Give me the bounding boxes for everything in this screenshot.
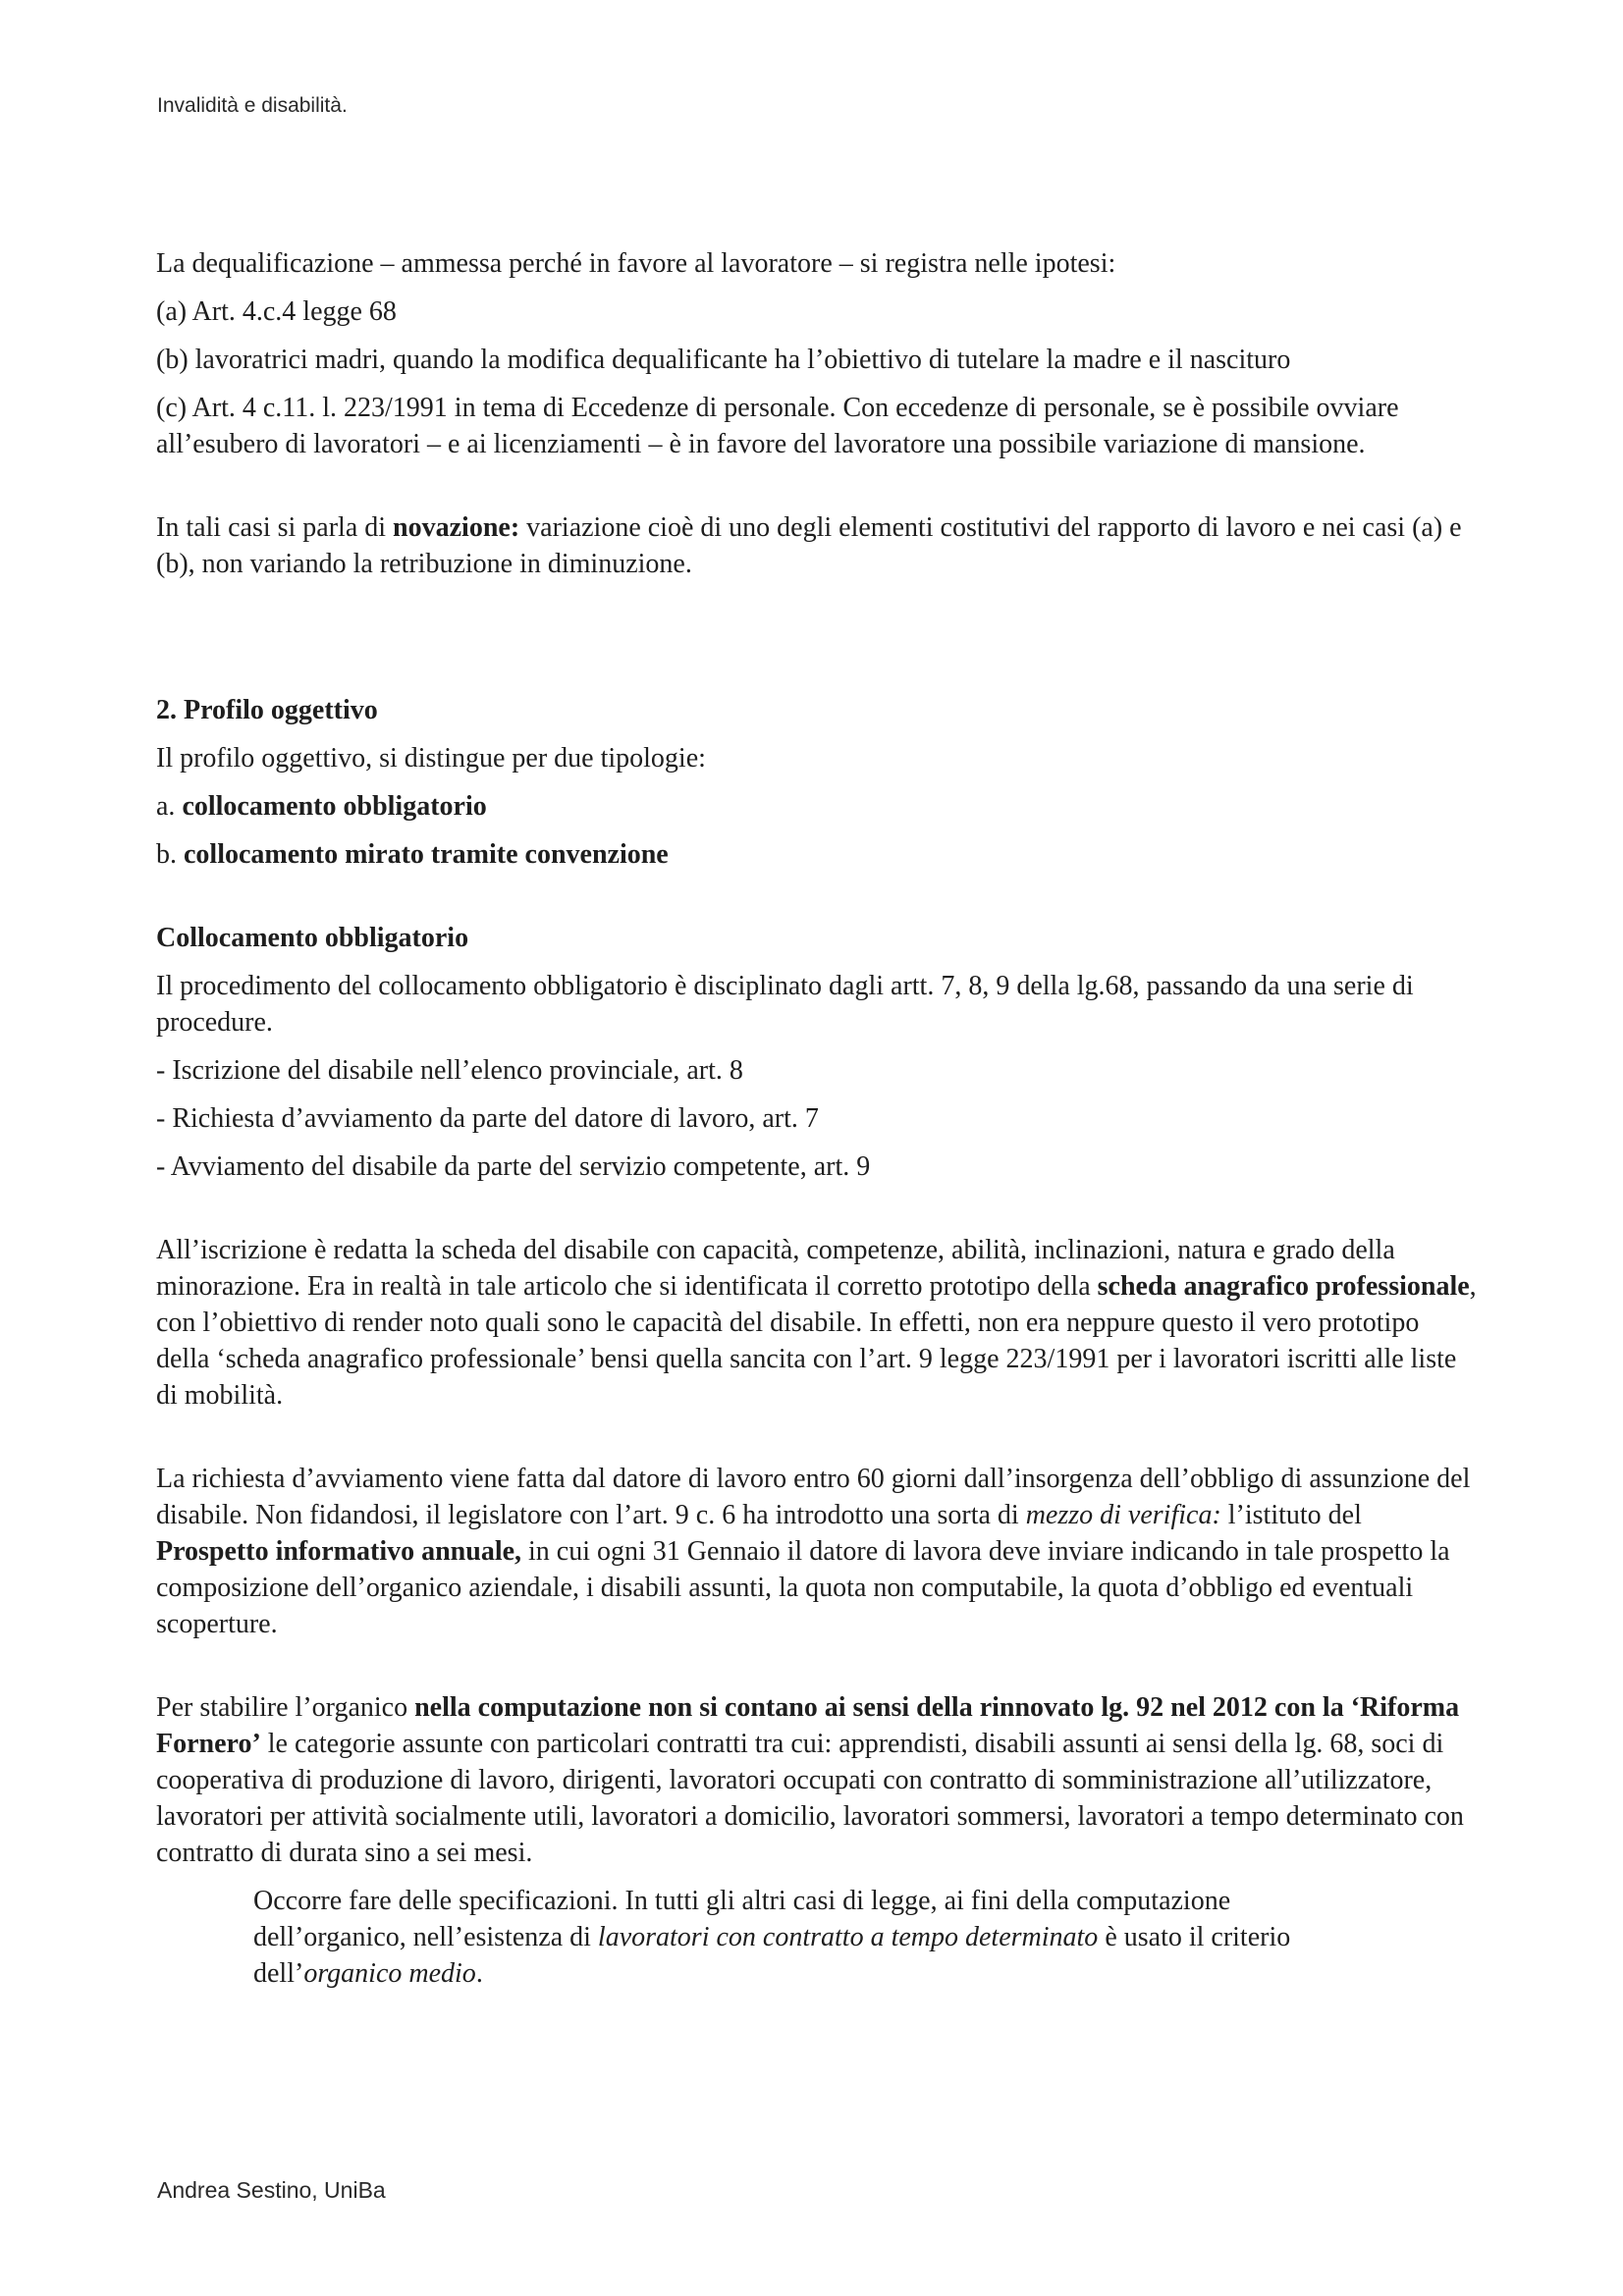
bold-term: novazione: xyxy=(393,512,520,543)
subsection-heading: Collocamento obbligatorio xyxy=(156,923,469,953)
paragraph: Il procedimento del collocamento obbligatorio è disciplinato dagli artt. 7, 8, 9 della lg.68, passando da una serie di procedure. xyxy=(156,971,1414,1038)
list-item: - Avviamento del disabile da parte del servizio competente, art. 9 xyxy=(156,1151,871,1182)
list-item: (c) Art. 4 c.11. l. 223/1991 in tema di Eccedenze di personale. Con eccedenze di personale, se è possibile ovviare all’esubero di lavoratori – e ai licenziamenti – è in favore del lavoratore una possibile variazione di mansione. xyxy=(156,393,1399,459)
bold-term: nella computazione non si contano ai sensi della rinnovato lg. 92 nel 2012 con la ‘Riforma Fornero’ xyxy=(156,1692,1460,1759)
list-item: - Iscrizione del disabile nell’elenco provinciale, art. 8 xyxy=(156,1055,743,1086)
list-item: a. collocamento obbligatorio xyxy=(156,791,487,822)
list-item: b. collocamento mirato tramite convenzione xyxy=(156,839,669,870)
list-item: - Richiesta d’avviamento da parte del datore di lavoro, art. 7 xyxy=(156,1103,819,1134)
paragraph-organico: Per stabilire l’organico nella computazione non si contano ai sensi della rinnovato lg. 92 nel 2012 con la ‘Riforma Fornero’ le categorie assunte con particolari contratti tra cui: apprendisti, disabili assunti ai sensi della lg. 68, soci di cooperativa di produzione di lavoro, dirigenti, lavoratori occupati con contratto di somministrazione all’utilizzatore, lavoratori per attività socialmente utili, lavoratori a domicilio, lavoratori sommersi, lavoratori a tempo determinato con contratto di durata sino a sei mesi. xyxy=(156,1692,1464,1868)
section-heading: 2. Profilo oggettivo xyxy=(156,695,378,725)
indented-paragraph: Occorre fare delle specificazioni. In tutti gli altri casi di legge, ai fini della computazione dell’organico, nell’esistenza di lavoratori con contratto a tempo determinato è usato il criterio dell’organico medio. xyxy=(253,1886,1291,1989)
paragraph: La dequalificazione – ammessa perché in favore al lavoratore – si registra nelle ipotesi: xyxy=(156,248,1116,279)
list-item: (b) lavoratrici madri, quando la modifica dequalificante ha l’obiettivo di tutelare la madre e il nascituro xyxy=(156,345,1291,375)
bold-term: Prospetto informativo annuale, xyxy=(156,1536,522,1567)
italic-term: organico medio xyxy=(303,1958,476,1989)
bold-term: scheda anagrafico professionale xyxy=(1097,1271,1470,1302)
paragraph-novazione: In tali casi si parla di novazione: variazione cioè di uno degli elementi costitutivi del rapporto di lavoro e nei casi (a) e (b), non variando la retribuzione in diminuzione. xyxy=(156,512,1462,579)
italic-term: lavoratori con contratto a tempo determinato xyxy=(597,1922,1099,1952)
page-footer: Andrea Sestino, UniBa xyxy=(157,2177,386,2203)
paragraph-richiesta: La richiesta d’avviamento viene fatta dal datore di lavoro entro 60 giorni dall’insorgenza dell’obbligo di assunzione del disabile. Non fidandosi, il legislatore con l’art. 9 c. 6 ha introdotto una sorta di mezzo di verifica: l’istituto del Prospetto informativo annuale, in cui ogni 31 Gennaio il datore di lavora deve inviare indicando in tale prospetto la composizione dell’organico aziendale, i disabili assunti, la quota non computabile, la quota d’obbligo ed eventuali scoperture. xyxy=(156,1464,1471,1639)
page-header: Invalidità e disabilità. xyxy=(157,94,348,117)
italic-term: mezzo di verifica: xyxy=(1025,1500,1221,1530)
paragraph-iscrizione: All’iscrizione è redatta la scheda del disabile con capacità, competenze, abilità, inclinazioni, natura e grado della minorazione. Era in realtà in tale articolo che si identificata il corretto prototipo della scheda anagrafico professionale, con l’obiettivo di render noto quali sono le capacità del disabile. In effetti, non era neppure questo il vero prototipo della ‘scheda anagrafico professionale’ bensi quella sancita con l’art. 9 legge 223/1991 per i lavoratori iscritti alle liste di mobilità. xyxy=(156,1235,1477,1411)
paragraph: Il profilo oggettivo, si distingue per due tipologie: xyxy=(156,743,706,774)
list-item: (a) Art. 4.c.4 legge 68 xyxy=(156,296,397,327)
document-body xyxy=(156,245,1477,1992)
